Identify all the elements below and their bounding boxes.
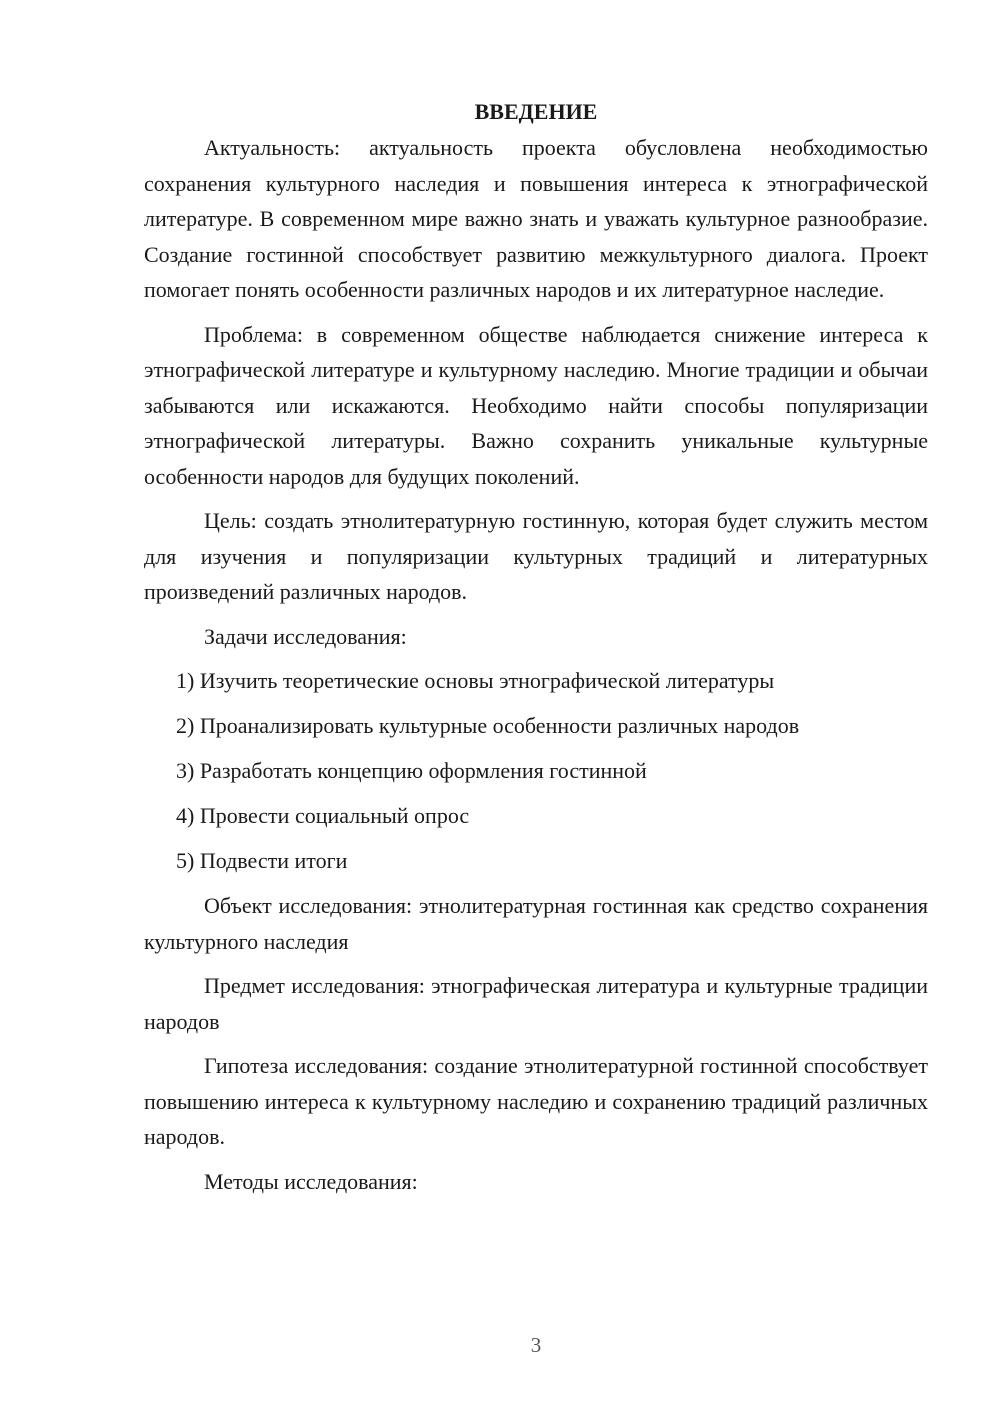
- paragraph-tasks-heading: Задачи исследования:: [204, 623, 407, 649]
- task-item-5: 5) Подвести итоги: [176, 848, 348, 873]
- paragraph-relevance: Актуальность: актуальность проекта обусловлена необходимостью сохранения культурного наследия и повышения интереса к этнографической литературе. В современном мире важно знать и уважать культурное разнообразие. Создание гостинной способствует развитию межкультурного диалога. Проект помогает понять особенности различных народов и их литературное наследие.: [144, 135, 928, 302]
- section-title: ВВЕДЕНИЕ: [474, 99, 598, 124]
- page-number: 3: [530, 1333, 542, 1357]
- task-item-4: 4) Провести социальный опрос: [176, 803, 470, 828]
- task-item-3: 3) Разработать концепцию оформления гостинной: [176, 758, 647, 783]
- paragraph-problem: Проблема: в современном обществе наблюдается снижение интереса к этнографической литературе и культурному наследию. Многие традиции и обычаи забываются или искажаются. Необходимо найти способы популяризации этнографической литературы. Важно сохранить уникальные культурные особенности народов для будущих поколений.: [144, 321, 928, 489]
- task-item-2: 2) Проанализировать культурные особенности различных народов: [176, 713, 800, 738]
- paragraph-object: Объект исследования: этнолитературная гостинная как средство сохранения культурного наследия: [144, 893, 928, 954]
- paragraph-subject: Предмет исследования: этнографическая литература и культурные традиции народов: [144, 973, 928, 1034]
- paragraph-methods: Методы исследования:: [204, 1168, 418, 1194]
- paragraph-hypothesis: Гипотеза исследования: создание этнолитературной гостинной способствует повышению интереса к культурному наследию и сохранению традиций различных народов.: [144, 1053, 928, 1149]
- task-item-1: 1) Изучить теоретические основы этнографической литературы: [176, 668, 775, 693]
- paragraph-goal: Цель: создать этнолитературную гостинную, которая будет служить местом для изучения и популяризации культурных традиций и литературных произведений различных народов.: [144, 508, 928, 604]
- page-content: [144, 94, 928, 1208]
